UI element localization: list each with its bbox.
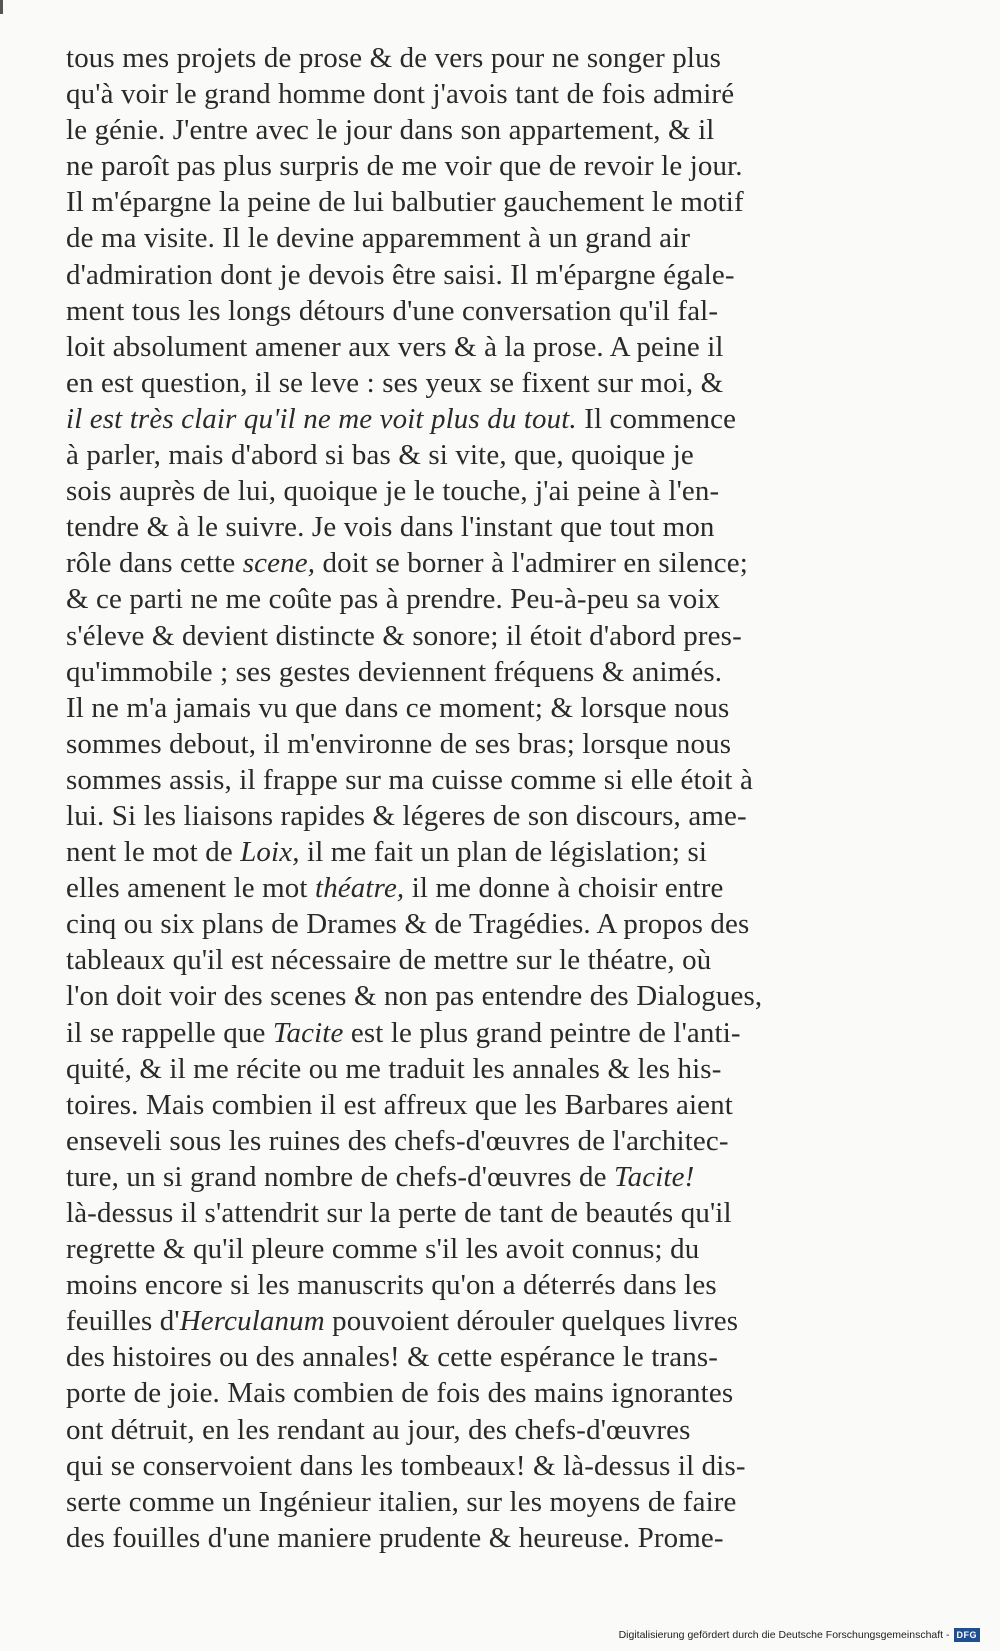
italic-text-segment: Herculanum [179, 1305, 325, 1338]
text-segment: qu'immobile ; ses gestes deviennent fréquens & animés. [66, 655, 723, 688]
text-line [66, 509, 934, 545]
text-line [66, 545, 934, 581]
text-segment: feuilles d' [66, 1305, 180, 1338]
text-line [66, 1087, 934, 1123]
text-segment: là-dessus il s'attendrit sur la perte de tant de beautés qu'il [66, 1197, 732, 1229]
text-segment: à parler, mais d'abord si bas & si vite, que, quoique je [66, 439, 694, 472]
text-line [66, 1051, 934, 1087]
text-segment: s'éleve & devient distincte & sonore; il étoit d'abord pres- [66, 619, 742, 652]
italic-text-segment: il est très clair qu'il ne me voit plus du tout. [66, 402, 577, 435]
text-segment: serte comme un Ingénieur italien, sur les moyens de faire [66, 1485, 737, 1518]
text-segment: tous mes projets de prose & de vers pour ne songer plus [66, 42, 722, 74]
text-line [66, 1231, 934, 1267]
text-line [66, 1159, 934, 1195]
text-line [66, 1412, 934, 1448]
text-line [66, 1375, 934, 1411]
text-line [66, 1520, 934, 1556]
text-line [66, 76, 934, 112]
text-segment: & ce parti ne me coûte pas à prendre. Peu-à-peu sa voix [66, 583, 721, 616]
text-segment: il me donne à choisir entre [404, 872, 724, 905]
credit-text: Digitalisierung gefördert durch die Deutsche Forschungsgemeinschaft - [618, 1629, 950, 1641]
text-segment: il me fait un plan de législation; si [299, 836, 708, 869]
text-segment: ne paroît pas plus surpris de me voir que de revoir le jour. [66, 150, 743, 183]
text-segment: Il ne m'a jamais vu que dans ce moment; & lorsque nous [66, 691, 730, 724]
text-segment: rôle dans cette [66, 547, 243, 580]
text-segment: sommes debout, il m'environne de ses bras; lorsque nous [66, 727, 732, 760]
text-line [66, 1267, 934, 1303]
text-segment: quité, & il me récite ou me traduit les annales & les his- [66, 1052, 722, 1085]
text-line [66, 654, 934, 690]
text-segment: moins encore si les manuscrits qu'on a déterrés dans les [66, 1269, 717, 1302]
text-line [66, 365, 934, 401]
text-segment: sommes assis, il frappe sur ma cuisse comme si elle étoit à [66, 763, 754, 796]
text-segment: l'on doit voir des scenes & non pas entendre des Dialogues, [66, 980, 763, 1013]
text-line [66, 1303, 934, 1339]
text-line [66, 906, 934, 942]
text-segment: d'admiration dont je devois être saisi. Il m'épargne égale- [66, 258, 735, 291]
italic-text-segment: théatre, [315, 872, 405, 905]
text-segment: pouvoient dérouler quelques livres [324, 1305, 739, 1338]
text-segment: cinq ou six plans de Drames & de Tragédies. A propos des [66, 908, 750, 941]
text-line [66, 293, 934, 329]
text-segment: lui. Si les liaisons rapides & légeres de son discours, ame- [66, 799, 747, 832]
text-segment: tableaux qu'il est nécessaire de mettre sur le théatre, où [66, 944, 712, 977]
text-segment: ment tous les longs détours d'une conversation qu'il fal- [66, 294, 719, 327]
text-segment: toires. Mais combien il est affreux que les Barbares aient [66, 1088, 733, 1121]
text-line [66, 220, 934, 256]
text-line [66, 762, 934, 798]
text-line [66, 112, 934, 148]
text-segment: porte de joie. Mais combien de fois des mains ignorantes [66, 1377, 734, 1410]
text-line [66, 1015, 934, 1051]
italic-text-segment: Tacite [272, 1016, 344, 1049]
text-segment: Il commence [576, 402, 737, 435]
text-line [66, 1123, 934, 1159]
text-line [66, 690, 934, 726]
text-line [66, 257, 934, 293]
text-line [66, 870, 934, 906]
text-line [66, 1448, 934, 1484]
text-segment: de ma visite. Il le devine apparemment à un grand air [66, 222, 691, 255]
digitization-credit [619, 1627, 980, 1643]
scan-edge-mark [0, 0, 3, 14]
text-segment: loit absolument amener aux vers & à la prose. A peine il [66, 330, 724, 363]
text-line [66, 581, 934, 617]
text-line [66, 1339, 934, 1375]
text-line [66, 473, 934, 509]
text-line [66, 148, 934, 184]
text-line [66, 40, 934, 76]
italic-text-segment: scene, [242, 547, 316, 580]
text-line [66, 184, 934, 220]
dfg-logo: DFG [954, 1628, 981, 1642]
text-segment: elles amenent le mot [66, 872, 316, 905]
text-segment: sois auprès de lui, quoique je le touche, j'ai peine à l'en- [66, 475, 720, 508]
text-segment: ont détruit, en les rendant au jour, des chefs-d'œuvres [66, 1413, 691, 1446]
text-line [66, 329, 934, 365]
text-segment: est le plus grand peintre de l'anti- [343, 1016, 741, 1049]
text-line [66, 834, 934, 870]
text-segment: qui se conservoient dans les tombeaux! & là-dessus il dis- [66, 1449, 746, 1482]
text-segment: le génie. J'entre avec le jour dans son appartement, & il [66, 114, 715, 147]
italic-text-segment: Loix, [240, 836, 300, 869]
text-segment: des fouilles d'une maniere prudente & heureuse. Prome- [66, 1521, 724, 1554]
text-segment: il se rappelle que [66, 1016, 273, 1049]
text-segment: en est question, il se leve : ses yeux se fixent sur moi, & [66, 366, 724, 399]
text-line [66, 942, 934, 978]
text-segment: des histoires ou des annales! & cette espérance le trans- [66, 1341, 719, 1374]
text-segment: enseveli sous les ruines des chefs-d'œuvres de l'architec- [66, 1124, 729, 1157]
text-line [66, 1195, 934, 1231]
text-segment: tendre & à le suivre. Je vois dans l'instant que tout mon [66, 511, 715, 544]
text-line [66, 618, 934, 654]
text-segment: doit se borner à l'admirer en silence; [315, 547, 748, 580]
text-line [66, 401, 934, 437]
text-line [66, 978, 934, 1014]
text-line [66, 798, 934, 834]
text-line [66, 1484, 934, 1520]
text-segment: Il m'épargne la peine de lui balbutier gauchement le motif [66, 186, 744, 219]
italic-text-segment: Tacite! [614, 1160, 695, 1193]
text-segment: qu'à voir le grand homme dont j'avois tant de fois admiré [66, 78, 735, 111]
text-segment: ture, un si grand nombre de chefs-d'œuvres de [66, 1160, 615, 1193]
text-segment: regrette & qu'il pleure comme s'il les avoit connus; du [66, 1233, 700, 1266]
text-line [66, 726, 934, 762]
text-segment: nent le mot de [66, 836, 241, 869]
page-body-text [66, 40, 936, 1556]
text-line [66, 437, 934, 473]
